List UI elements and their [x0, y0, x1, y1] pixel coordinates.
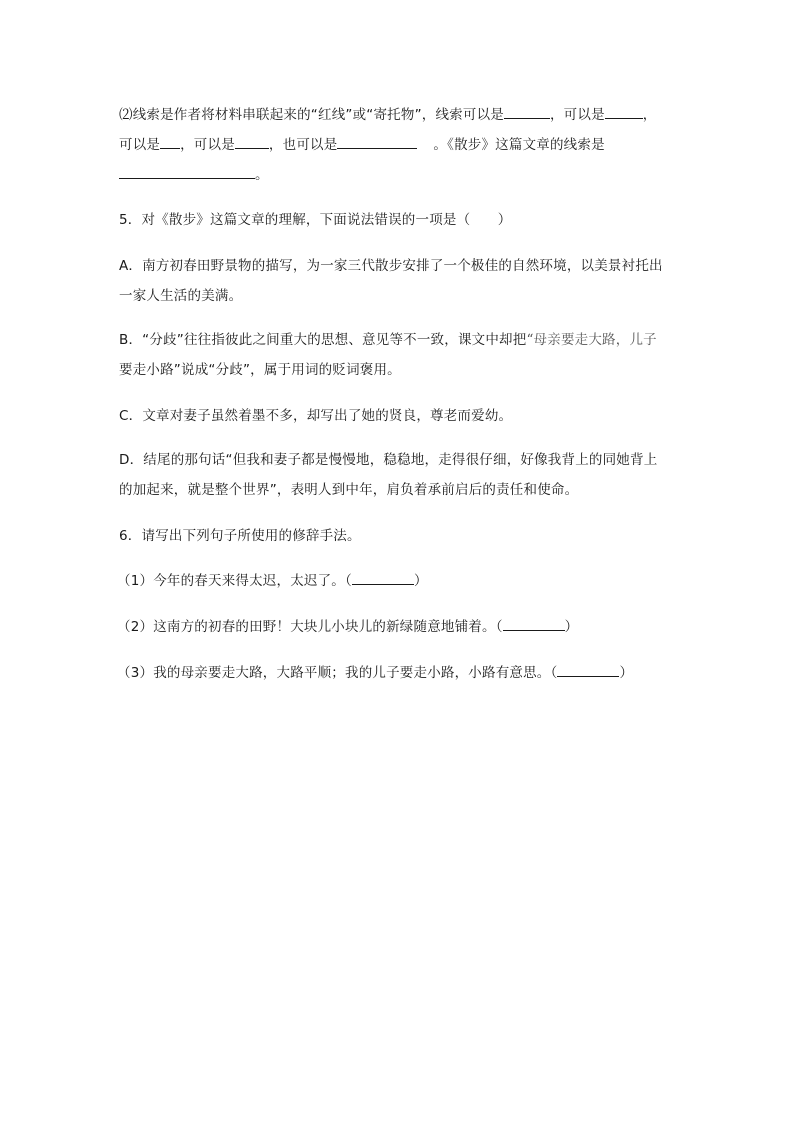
- text: 6．请写出下列句子所使用的修辞手法。: [119, 528, 361, 544]
- option-b-line-2: [119, 360, 401, 380]
- option-d-line-1: [119, 450, 657, 470]
- text: 可以是: [119, 137, 161, 153]
- answer-blank: [119, 164, 255, 179]
- text: 的加起来，就是整个世界”，表明人到中年，肩负着承前启后的责任和使命。: [119, 482, 579, 498]
- quoted-text: “母亲要走大路，儿子: [526, 332, 657, 348]
- text: ，可以是: [180, 137, 235, 153]
- question-4-part-2-line-2: [119, 134, 605, 155]
- text: 。: [255, 167, 269, 183]
- answer-blank: [160, 134, 180, 149]
- text: ，: [642, 107, 657, 123]
- option-a-line-2: [119, 286, 242, 306]
- text: 一家人生活的美满。: [119, 288, 243, 304]
- text: ，也可以是: [268, 137, 338, 153]
- question-6-stem: [119, 526, 361, 546]
- option-d-line-2: [119, 480, 578, 500]
- text: ）: [619, 665, 634, 681]
- option-b-line-1: [119, 330, 657, 350]
- text: （1）今年的春天来得太迟，太迟了。（: [117, 573, 352, 589]
- text: ）: [413, 573, 428, 589]
- text: D．结尾的那句话“但我和妻子都是慢慢地，稳稳地，走得很仔细，好像我背上的同她背上: [119, 452, 658, 468]
- sentence-3: [117, 662, 633, 683]
- answer-blank: [557, 662, 619, 677]
- answer-blank: [504, 104, 550, 119]
- answer-blank: [503, 616, 565, 631]
- text: （2）这南方的初春的田野！大块儿小块儿的新绿随意地铺着。（: [117, 619, 503, 635]
- text: B．“分歧”往往指彼此之间重大的思想、意见等不一致，课文中却把: [119, 332, 527, 348]
- option-c-line-1: [119, 406, 512, 426]
- text: 5．对《散步》这篇文章的理解，下面说法错误的一项是（ ）: [119, 212, 512, 228]
- answer-blank: [337, 134, 417, 149]
- answer-blank: [352, 570, 414, 585]
- text: C．文章对妻子虽然着墨不多，却写出了她的贤良，尊老而爱幼。: [119, 408, 513, 424]
- answer-blank: [235, 134, 269, 149]
- question-4-part-2-line-1: [119, 104, 657, 125]
- option-a-line-1: [119, 256, 663, 276]
- text: 。《散步》这篇文章的线索是: [433, 137, 605, 153]
- question-4-part-2-line-3: [119, 164, 269, 185]
- answer-blank: [605, 104, 643, 119]
- text: （3）我的母亲要走大路，大路平顺；我的儿子要走小路，小路有意思。（: [117, 665, 558, 681]
- text: ）: [564, 619, 579, 635]
- text: A．南方初春田野景物的描写，为一家三代散步安排了一个极佳的自然环境，以美景衬托出: [119, 258, 663, 274]
- text: ⑵线索是作者将材料串联起来的“红线”或“寄托物”，线索可以是: [119, 107, 504, 123]
- sentence-1: [117, 570, 428, 591]
- sentence-2: [117, 616, 578, 637]
- question-5-stem: [119, 210, 511, 230]
- text: 要走小路”说成“分歧”，属于用词的贬词褒用。: [119, 362, 401, 378]
- text: ，可以是: [549, 107, 605, 123]
